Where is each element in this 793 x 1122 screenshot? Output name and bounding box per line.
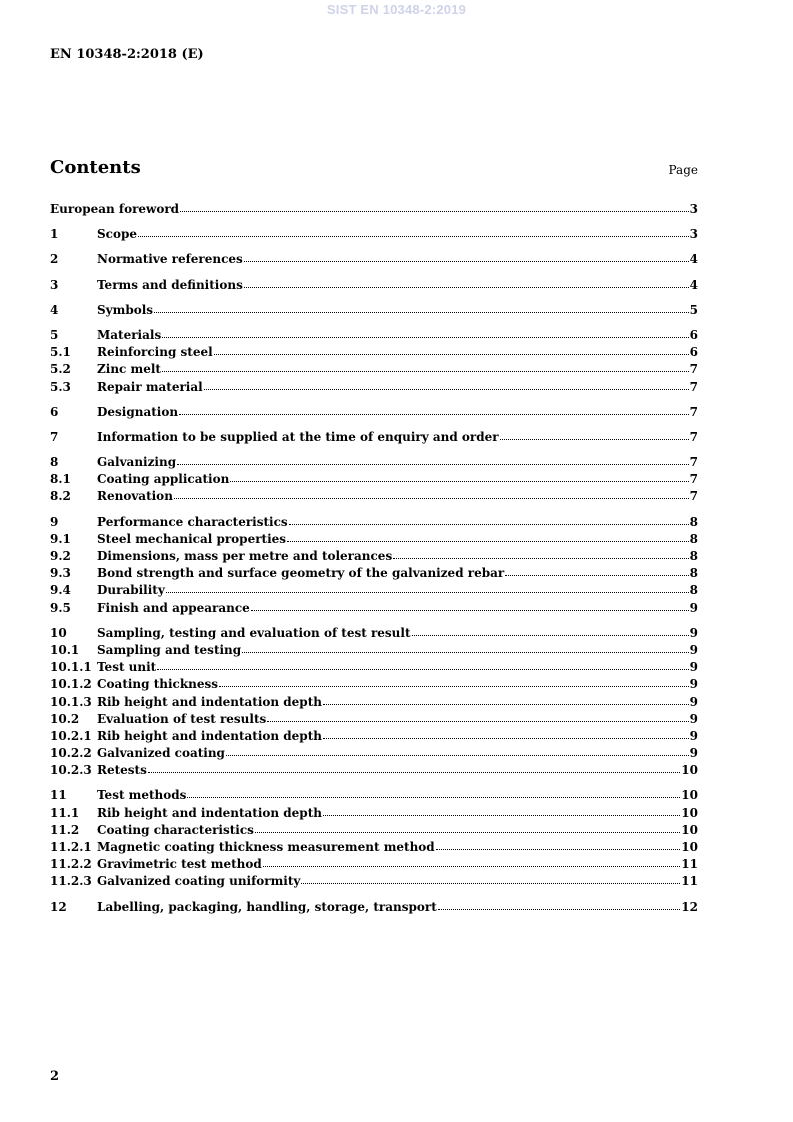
toc-leader-dots xyxy=(162,361,689,373)
toc-leader-dots xyxy=(301,873,680,885)
toc-entry[interactable] xyxy=(50,226,698,243)
toc-entry[interactable] xyxy=(50,745,698,762)
toc-entry-title: Steel mechanical properties xyxy=(97,531,287,546)
toc-entry-title: Bond strength and surface geometry of the galvanized rebar xyxy=(97,566,505,581)
document-id: EN 10348-2:2018 (E) xyxy=(50,47,204,62)
toc-entry-number: 5.2 xyxy=(50,362,71,377)
toc-entry-number: 9.1 xyxy=(50,531,71,546)
toc-entry[interactable] xyxy=(50,429,698,446)
toc-entry[interactable] xyxy=(50,582,698,599)
toc-leader-dots xyxy=(251,600,689,612)
toc-leader-dots xyxy=(255,822,680,834)
toc-entry-page: 10 xyxy=(681,805,698,820)
toc-leader-dots xyxy=(138,226,689,238)
toc-entry[interactable] xyxy=(50,531,698,548)
toc-entry-number: 10.1.1 xyxy=(50,660,92,675)
toc-entry-title: Retests xyxy=(97,763,147,778)
toc-entry-title: Zinc melt xyxy=(97,362,161,377)
toc-entry-title: Magnetic coating thickness measurement method xyxy=(97,840,435,854)
toc-leader-dots xyxy=(174,488,689,500)
toc-entry[interactable] xyxy=(50,201,698,218)
toc-entry[interactable] xyxy=(50,514,698,531)
toc-entry-number: 10 xyxy=(50,625,67,640)
toc-entry-page: 9 xyxy=(689,711,698,726)
toc-entry-number: 3 xyxy=(50,277,59,292)
toc-entry-title: Durability xyxy=(97,583,165,598)
toc-leader-dots xyxy=(500,429,689,441)
toc-entry-number: 9.4 xyxy=(50,583,71,598)
page-title: Contents xyxy=(50,157,141,178)
toc-entry-page: 10 xyxy=(681,763,698,778)
toc-leader-dots xyxy=(244,251,689,263)
toc-entry[interactable] xyxy=(50,625,698,642)
toc-entry-title: Rib height and indentation depth xyxy=(97,728,322,743)
toc-entry-page: 8 xyxy=(689,566,698,581)
toc-entry[interactable] xyxy=(50,344,698,361)
toc-entry-title: Materials xyxy=(97,327,162,342)
toc-leader-dots xyxy=(230,471,688,483)
toc-entry-page: 9 xyxy=(689,600,698,615)
toc-entry-number: 5.3 xyxy=(50,379,71,394)
toc-leader-dots xyxy=(177,454,689,466)
toc-entry-page: 9 xyxy=(689,728,698,743)
toc-entry-number: 6 xyxy=(50,404,59,419)
toc-entry[interactable] xyxy=(50,361,698,378)
toc-entry-number: 11.1 xyxy=(50,805,80,820)
toc-entry-number: 11.2.2 xyxy=(50,857,92,872)
toc-entry-number: 9.5 xyxy=(50,600,71,615)
toc-entry-number: 5.1 xyxy=(50,345,71,360)
toc-leader-dots xyxy=(180,201,689,213)
toc-entry[interactable] xyxy=(50,787,698,804)
toc-entry-number: 10.2 xyxy=(50,711,80,726)
toc-entry-title: Test unit xyxy=(97,660,157,675)
toc-entry[interactable] xyxy=(50,600,698,617)
toc-entry-number: 2 xyxy=(50,252,59,267)
toc-entry-title: Evaluation of test results xyxy=(97,711,267,726)
toc-leader-dots xyxy=(393,548,688,560)
toc-leader-dots xyxy=(166,582,689,594)
toc-leader-dots xyxy=(505,565,688,577)
toc-entry[interactable] xyxy=(50,327,698,344)
toc-entry-number: 5 xyxy=(50,327,59,342)
toc-entry-page: 6 xyxy=(689,345,698,360)
toc-entry-number: 10.2.2 xyxy=(50,746,92,761)
toc-entry-page: 11 xyxy=(681,857,698,872)
toc-entry[interactable] xyxy=(50,873,698,890)
toc-entry[interactable] xyxy=(50,471,698,488)
toc-leader-dots xyxy=(323,728,689,740)
toc-entry-title: Scope xyxy=(97,227,138,242)
toc-entry[interactable] xyxy=(50,251,698,268)
toc-leader-dots xyxy=(162,327,688,339)
toc-entry[interactable] xyxy=(50,676,698,693)
toc-entry-page: 3 xyxy=(689,227,698,242)
toc-entry[interactable] xyxy=(50,302,698,319)
toc-entry-page: 7 xyxy=(689,489,698,504)
toc-entry-title: Rib height and indentation depth xyxy=(97,805,322,820)
toc-entry[interactable] xyxy=(50,379,698,396)
toc-leader-dots xyxy=(323,694,689,706)
toc-entry-page: 8 xyxy=(689,583,698,598)
toc-entry-number: 9 xyxy=(50,514,59,529)
toc-entry-page: 11 xyxy=(681,874,698,889)
toc-entry-title: Galvanized coating uniformity xyxy=(97,874,301,889)
toc-entry-page: 8 xyxy=(689,531,698,546)
toc-entry-number: 11 xyxy=(50,788,67,803)
toc-entry-page: 7 xyxy=(689,455,698,470)
toc-leader-dots xyxy=(187,787,680,799)
toc-leader-dots xyxy=(412,625,689,637)
toc-leader-dots xyxy=(179,404,689,416)
toc-entry-number: 10.2.1 xyxy=(50,728,92,743)
toc-entry-page: 7 xyxy=(689,379,698,394)
toc-entry-title: European foreword xyxy=(50,202,180,216)
toc-entry[interactable] xyxy=(50,728,698,745)
toc-entry-page: 9 xyxy=(689,694,698,709)
toc-entry-title: Performance characteristics xyxy=(97,514,288,529)
toc-leader-dots xyxy=(214,344,689,356)
toc-entry[interactable] xyxy=(50,762,698,779)
toc-entry-number: 1 xyxy=(50,227,59,242)
toc-entry-page: 3 xyxy=(689,202,698,216)
toc-leader-dots xyxy=(204,379,689,391)
toc-entry[interactable] xyxy=(50,839,698,856)
toc-leader-dots xyxy=(289,514,689,526)
toc-entry-title: Test methods xyxy=(97,788,187,803)
toc-entry-title: Galvanizing xyxy=(97,455,177,470)
toc-entry-number: 11.2.3 xyxy=(50,874,92,889)
toc-entry[interactable] xyxy=(50,488,698,505)
toc-leader-dots xyxy=(436,839,681,851)
toc-entry-title: Renovation xyxy=(97,489,173,504)
toc-entry[interactable] xyxy=(50,659,698,676)
toc-entry-title: Gravimetric test method xyxy=(97,857,262,872)
toc-leader-dots xyxy=(323,805,680,817)
toc-entry[interactable] xyxy=(50,899,698,916)
toc-entry-title: Rib height and indentation depth xyxy=(97,694,322,709)
toc-entry-number: 8 xyxy=(50,455,59,470)
toc-entry[interactable] xyxy=(50,565,698,582)
toc-entry-title: Dimensions, mass per metre and tolerances xyxy=(97,549,393,563)
toc-entry-title: Reinforcing steel xyxy=(97,345,213,360)
toc-entry[interactable] xyxy=(50,711,698,728)
toc-entry-title: Sampling and testing xyxy=(97,642,242,657)
toc-leader-dots xyxy=(148,762,680,774)
toc-entry-page: 9 xyxy=(689,660,698,675)
toc-entry-page: 8 xyxy=(689,514,698,529)
toc-entry-title: Designation xyxy=(97,404,179,419)
toc-entry[interactable] xyxy=(50,642,698,659)
toc-entry-page: 7 xyxy=(689,429,698,444)
page-column-label: Page xyxy=(668,163,698,177)
watermark: SIST EN 10348-2:2019 xyxy=(326,2,467,17)
toc-entry[interactable] xyxy=(50,277,698,294)
toc-entry-title: Coating application xyxy=(97,472,230,487)
toc-entry-number: 11.2 xyxy=(50,822,80,837)
toc-entry-title: Repair material xyxy=(97,379,203,394)
toc-entry-title: Symbols xyxy=(97,302,154,317)
toc-entry-number: 11.2.1 xyxy=(50,840,92,854)
toc-leader-dots xyxy=(287,531,689,543)
toc-entry-page: 8 xyxy=(689,549,698,563)
toc-leader-dots xyxy=(242,642,688,654)
toc-entry-title: Information to be supplied at the time of enquiry and order xyxy=(97,429,499,444)
toc-entry-number: 12 xyxy=(50,899,67,914)
toc-entry-title: Sampling, testing and evaluation of test result xyxy=(97,625,411,640)
toc-entry-number: 9.3 xyxy=(50,566,71,581)
toc-leader-dots xyxy=(157,659,688,671)
toc-entry-page: 10 xyxy=(681,788,698,803)
toc-leader-dots xyxy=(219,676,689,688)
toc-entry[interactable] xyxy=(50,694,698,711)
toc-entry-title: Finish and appearance xyxy=(97,600,250,615)
toc-entry-title: Labelling, packaging, handling, storage, transport xyxy=(97,899,437,914)
table-of-contents xyxy=(50,201,698,916)
toc-entry-page: 5 xyxy=(689,302,698,317)
toc-entry-number: 10.1.3 xyxy=(50,694,92,709)
page-number: 2 xyxy=(50,1069,60,1084)
toc-entry-number: 7 xyxy=(50,429,59,444)
toc-entry-number: 8.1 xyxy=(50,472,71,487)
toc-entry-page: 9 xyxy=(689,677,698,692)
toc-entry[interactable] xyxy=(50,822,698,839)
toc-entry-page: 10 xyxy=(681,822,698,837)
toc-leader-dots xyxy=(438,899,681,911)
toc-entry-page: 12 xyxy=(681,899,698,914)
toc-entry-title: Galvanized coating xyxy=(97,746,225,761)
toc-entry-number: 4 xyxy=(50,302,59,317)
toc-entry-number: 9.2 xyxy=(50,549,71,563)
toc-entry-page: 6 xyxy=(689,327,698,342)
toc-entry[interactable] xyxy=(50,454,698,471)
toc-entry[interactable] xyxy=(50,548,698,565)
toc-entry-page: 9 xyxy=(689,746,698,761)
toc-entry-page: 4 xyxy=(689,277,698,292)
toc-entry[interactable] xyxy=(50,805,698,822)
toc-leader-dots xyxy=(226,745,689,757)
toc-entry-page: 7 xyxy=(689,362,698,377)
toc-leader-dots xyxy=(154,302,689,314)
toc-entry-title: Coating thickness xyxy=(97,677,219,692)
toc-entry-number: 10.1 xyxy=(50,642,80,657)
toc-entry-number: 10.1.2 xyxy=(50,677,92,692)
toc-entry[interactable] xyxy=(50,856,698,873)
toc-entry-page: 7 xyxy=(689,404,698,419)
toc-entry-number: 8.2 xyxy=(50,489,71,504)
toc-entry-title: Terms and definitions xyxy=(97,277,243,292)
toc-entry-page: 4 xyxy=(689,252,698,267)
toc-leader-dots xyxy=(267,711,688,723)
toc-entry-page: 9 xyxy=(689,642,698,657)
toc-entry-number: 10.2.3 xyxy=(50,763,92,778)
toc-leader-dots xyxy=(263,856,681,868)
toc-entry[interactable] xyxy=(50,404,698,421)
toc-entry-page: 7 xyxy=(689,472,698,487)
toc-entry-title: Coating characteristics xyxy=(97,822,254,837)
toc-entry-page: 10 xyxy=(681,840,698,854)
toc-entry-title: Normative references xyxy=(97,252,243,267)
toc-leader-dots xyxy=(244,277,689,289)
toc-entry-page: 9 xyxy=(689,625,698,640)
